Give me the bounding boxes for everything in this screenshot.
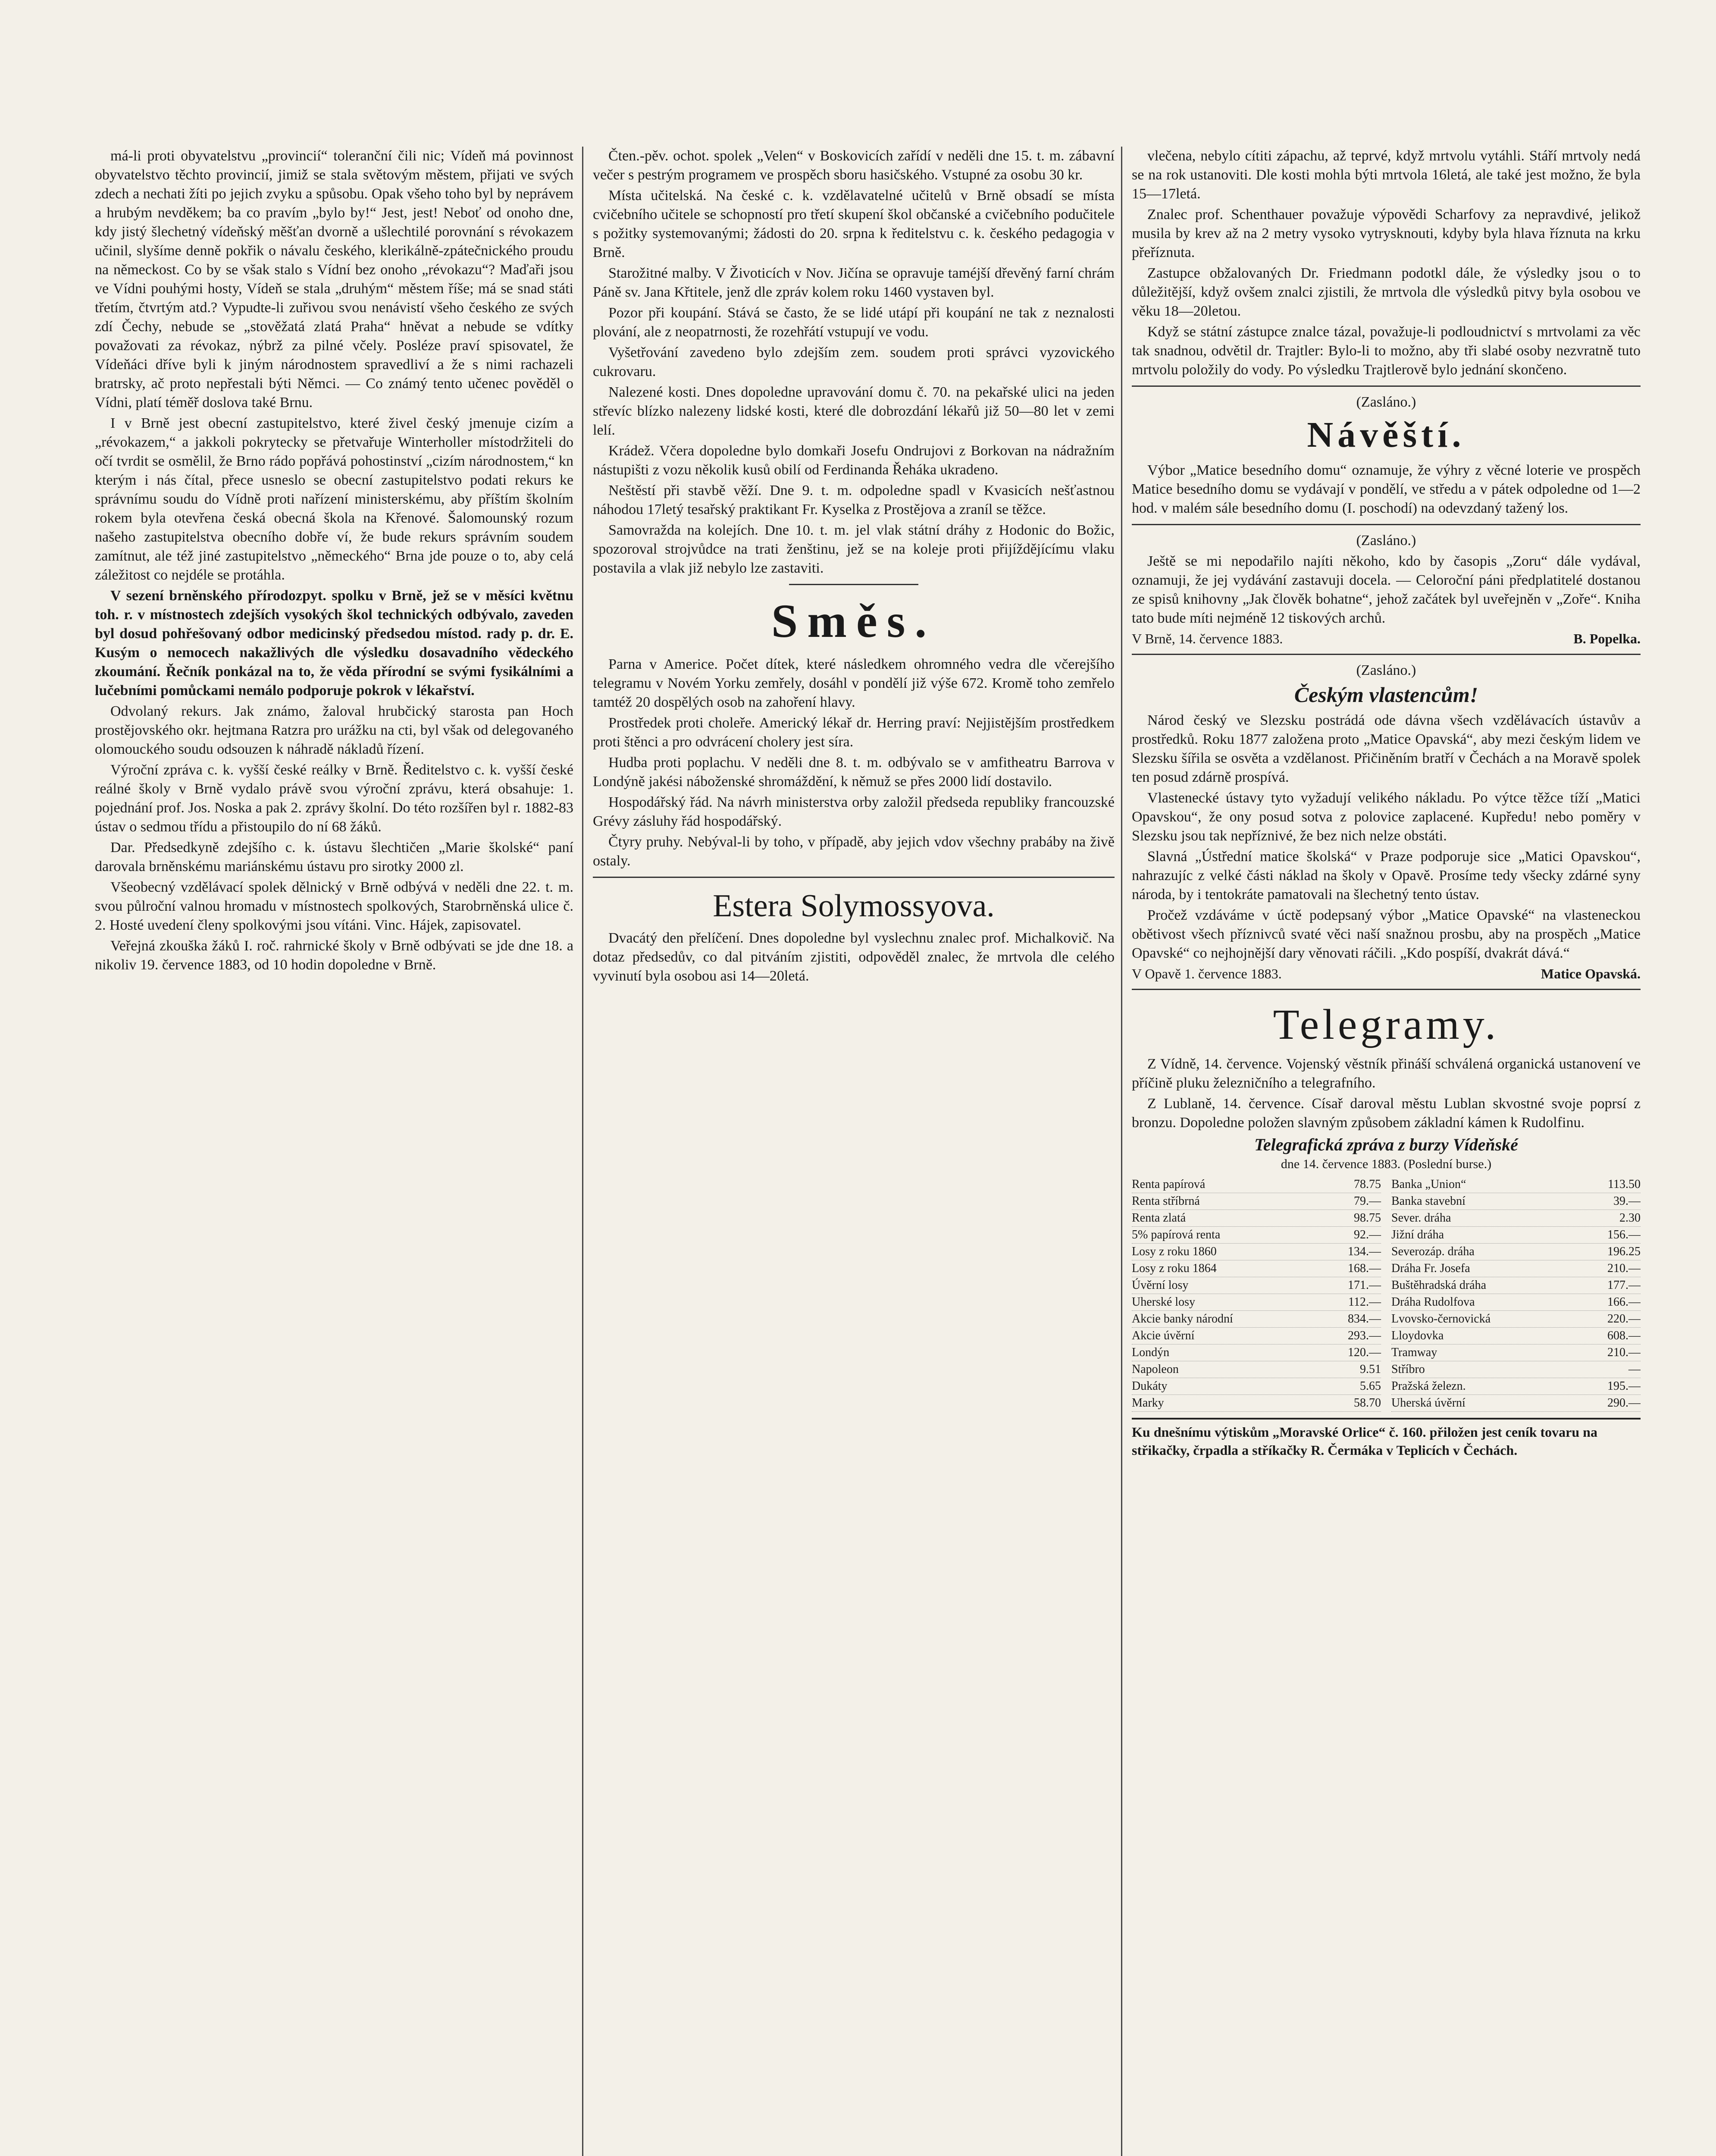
bourse-table-left (1132, 1176, 1381, 1412)
section-divider (789, 584, 918, 585)
bourse-value: 220.— (1607, 1312, 1641, 1326)
bourse-row (1132, 1361, 1381, 1378)
smes-heading: Směs. (771, 595, 936, 647)
bourse-table-right (1391, 1176, 1641, 1412)
place-date: V Opavě 1. července 1883. (1132, 966, 1282, 981)
bourse-item: Napoleon (1132, 1363, 1179, 1376)
bourse-row (1132, 1378, 1381, 1395)
bourse-item: Losy z roku 1864 (1132, 1262, 1217, 1275)
bourse-item: Akcie úvěrní (1132, 1329, 1195, 1342)
bourse-row (1132, 1344, 1381, 1361)
bourse-item: Londýn (1132, 1346, 1170, 1359)
bourse-value: 195.— (1607, 1379, 1641, 1393)
bourse-row (1132, 1193, 1381, 1210)
bourse-heading: Telegrafická zpráva z burzy Vídeňské (1254, 1135, 1518, 1154)
bourse-item: Severozáp. dráha (1391, 1245, 1475, 1258)
article-paragraph: Vyšetřování zavedeno bylo zdejším zem. soudem proti správci vyzovického cukrovaru. (593, 345, 1115, 379)
bourse-value: 78.75 (1354, 1178, 1381, 1191)
article-paragraph: Hudba proti poplachu. V neděli dne 8. t. m. odbývalo se v amfitheatru Barrova v Londýně jakési náboženské shromáždění, k němuž se přes 2000 lidí dostavilo. (593, 755, 1115, 790)
notice-paragraph: Národ český ve Slezsku postrádá ode dávna všech vzdělávacích ústavův a prostředků. Roku 1877 založena proto „Matice Opavská“, aby mezi českým lidem ve Slezsku šířila se osvěta a vzdělanost. Přičiněním bratří v Čechách a na Moravě spolek ten posud zdárně prospívá. (1132, 712, 1641, 785)
bourse-row (1391, 1260, 1641, 1277)
bourse-item: Dukáty (1132, 1379, 1168, 1393)
article-paragraph: Dvacátý den přelíčení. Dnes dopoledne byl vyslechnu znalec prof. Michalkovič. Na dotaz předsedův, co dal pitváním zjistiti, odpověděl znalec, že mrtvola dle celého vyvinutí byla osobou asi 14—20letá. (593, 930, 1115, 984)
article-paragraph: Prostředek proti choleře. Americký lékař dr. Herring praví: Nejjistějším prostředkem proti štěnci a pro odvrácení cholery jest síra. (593, 715, 1115, 750)
bourse-value: — (1628, 1363, 1641, 1376)
notice-paragraph: Vlastenecké ústavy tyto vyžadují velikého nákladu. Po výtce těžce tíží „Matici Opavskou“, že ony posud sotva z polovice zaplacené. Kupředu! nebo poměry v Slezsku jsou tak nepříznivé, že bez nich nelze obstáti. (1132, 790, 1641, 844)
bourse-value: 166.— (1607, 1295, 1641, 1309)
bourse-item: Dráha Fr. Josefa (1391, 1262, 1470, 1275)
bourse-value: 290.— (1607, 1396, 1641, 1410)
notice-paragraph: Ještě se mi nepodařilo najíti někoho, kdo by časopis „Zoru“ dále vydával, oznamuji, že jej vydávání zastavuji docela. — Celoroční páni předplatitelé dostanou ze spisů knihovny „Jak člověk bohatne“, jehož začátek byl uveřejněn v „Zoře“. Kniha tato bude míti nejméně 12 tiskových archů. (1132, 553, 1641, 626)
zaslano-label: (Zasláno.) (1356, 533, 1416, 548)
bourse-row (1391, 1395, 1641, 1412)
bourse-item: Uherské losy (1132, 1295, 1195, 1309)
place-date: V Brně, 14. července 1883. (1132, 631, 1283, 646)
bottom-note: Ku dnešnímu výtiskům „Moravské Orlice“ č. 160. přiložen jest ceník tovaru na střikačky, črpadla a stříkačky R. Čermáka v Teplicích v Čechách. (1132, 1418, 1641, 1459)
bourse-row (1132, 1294, 1381, 1311)
bourse-value: 120.— (1348, 1346, 1381, 1359)
bourse-value: 210.— (1607, 1262, 1641, 1275)
bourse-row (1132, 1395, 1381, 1412)
article-paragraph: Veřejná zkouška žáků I. roč. rahrnické školy v Brně odbývati se jde dne 18. a nikoliv 19. července 1883, od 10 hodin dopoledne v Brně. (95, 938, 573, 973)
bourse-item: Pražská železn. (1391, 1379, 1466, 1393)
article-paragraph: Čtyry pruhy. Nebýval-li by toho, v případě, aby jejich vdov všechny prabáby na živě ostaly. (593, 834, 1115, 869)
bourse-row (1391, 1277, 1641, 1294)
signature-line (1132, 965, 1641, 983)
bourse-value: 834.— (1348, 1312, 1381, 1326)
bourse-item: Banka stavební (1391, 1194, 1465, 1208)
bourse-value: 39.— (1613, 1194, 1641, 1208)
notice-paragraph: Pročež vzdáváme v úctě podepsaný výbor „Matice Opavské“ na vlasteneckou obětivost všech příznivců svaté věci naší snažnou prosbu, aby na prospěch „Matice Opavské“ co nejhojnější dary věnovati ráčili. „Kdo pospíší, dvakrát dává.“ (1132, 907, 1641, 961)
zaslano-label: (Zasláno.) (1356, 394, 1416, 410)
bourse-row (1391, 1344, 1641, 1361)
bourse-row (1391, 1328, 1641, 1344)
bourse-value: 134.— (1348, 1245, 1381, 1258)
article-paragraph: Znalec prof. Schenthauer považuje výpovědi Scharfovy za nepravdivé, jelikož musila by krev až na 2 metry vysoko vytrysknouti, kdyby byla hlava říznuta na krku přeříznuta. (1132, 207, 1641, 260)
article-paragraph: Čten.-pěv. ochot. spolek „Velen“ v Boskovicích zařídí v neděli dne 15. t. m. zábavní večer s pestrým programem ve prospěch sboru hasičského. Vstupné za osobu 30 kr. (593, 148, 1115, 183)
notice-paragraph: Výbor „Matice besedního domu“ oznamuje, že výhry z věcné loterie ve prospěch Matice besedního domu se vydávají v pondělí, ve středu a v pátek odpoledne od 1—2 hod. v malém sále besedního domu (I. poschodí) na odevzdaný tažený los. (1132, 462, 1641, 516)
article-paragraph: Výroční zpráva c. k. vyšší české reálky v Brně. Ředitelstvo c. k. vyšší české reálné školy v Brně vydalo právě svou výroční zprávu, která obsahuje: 1. pojednání prof. Jos. Noska a pak 2. zprávy školní. Do této rozšířen byl r. 1882-83 ústav o sedmou třídu a přistoupilo do ní 68 žáků. (95, 762, 573, 835)
bourse-row (1391, 1210, 1641, 1227)
bourse-value: 112.— (1348, 1295, 1381, 1309)
bourse-item: Renta stříbrná (1132, 1194, 1200, 1208)
bourse-item: Uherská úvěrní (1391, 1396, 1465, 1410)
bourse-item: Akcie banky národní (1132, 1312, 1233, 1326)
telegram-paragraph: Z Vídně, 14. července. Vojenský věstník přináší schválená organická ustanovení ve příčině pluku železničního a telegrafního. (1132, 1056, 1641, 1091)
bourse-row (1391, 1311, 1641, 1328)
article-paragraph: Starožitné malby. V Životicích v Nov. Jičína se opravuje taméjší dřevěný farní chrám Páně sv. Jana Křtitele, jenž dle zpráv kolem roku 1460 vystaven byl. (593, 265, 1115, 300)
bourse-row (1132, 1277, 1381, 1294)
estera-heading: Estera Solymossyova. (713, 888, 995, 924)
bourse-row (1132, 1227, 1381, 1244)
bourse-value: 98.75 (1354, 1211, 1381, 1225)
bourse-item: Renta papírová (1132, 1178, 1206, 1191)
bourse-value: 156.— (1607, 1228, 1641, 1241)
bourse-item: Marky (1132, 1396, 1164, 1410)
article-paragraph: Dar. Předsedkyně zdejšího c. k. ústavu šlechtičen „Marie školské“ paní darovala brněnskému mariánskému ústavu pro sirotky 2000 zl. (95, 840, 573, 874)
bourse-row (1132, 1328, 1381, 1344)
article-paragraph: má-li proti obyvatelstvu „provincií“ toleranční čili nic; Vídeň má povinnost obyvatelstvo těchto provincií, jimiž se stala světovým městem, přijati ve svých zdech a nechati žíti po jejich zvyku a spůsobu. Opak všeho toho byl by neprávem a hrubým nevděkem; ba co pravím „bylo by!“ Jest, jest! Neboť od onoho dne, kdy jistý šlechetný vídeňský měšťan dvorně a ušlechtilé porovnání s révokazem učinil, slyšíme denně pokřik o návalu českého, klerikálně-zpátečnického proudu na německost. Co by se však stalo s Vídní bez onoho „révokazu“? Maďaři jsou ve Vídni pouhými hosty, Vídeň se stala „druhým“ městem říše; má se snad státi třetím, čtvrtým atd.? Vypudte-li zuřivou svou nenávistí všeho českého ze svých zdí Čechy, nebude se „stověžatá zlatá Praha“ hněvat a nebude se vdítky považovati za révokaz, nýbrž za pilné včely. Posléze praví spisovatel, že Vídeňáci dříve byli k jiným národnostem spravedliví a že s nimi rachazeli bratrsky, ač proto nepřestali býti Němci. — Co známý tento učenec pověděl o Vídni, platí téměř doslova také Brnu. (95, 148, 573, 411)
bourse-value: 9.51 (1360, 1363, 1381, 1376)
section-divider (1132, 654, 1641, 655)
article-paragraph: Pozor při koupání. Stává se často, že se lidé utápí při koupání ne tak z neznalosti plování, ale z neopatrnosti, že rozehřátí vstupují ve vodu. (593, 305, 1115, 340)
bourse-item: Dráha Rudolfova (1391, 1295, 1475, 1309)
zaslano-label: (Zasláno.) (1356, 662, 1416, 678)
bourse-subheading: dne 14. července 1883. (Poslední burse.) (1281, 1157, 1492, 1171)
bourse-item: Buštěhradská dráha (1391, 1279, 1487, 1292)
bourse-row (1132, 1176, 1381, 1193)
article-paragraph: Odvolaný rekurs. Jak známo, žaloval hrubčický starosta pan Hoch prostějovského okr. hejtmana Ratzra pro urážku na cti, byl však od delegovaného olomouckého soudu odsouzen k náhradě nákladů řízení. (95, 703, 573, 757)
bourse-row (1391, 1227, 1641, 1244)
bourse-row (1132, 1244, 1381, 1260)
bourse-item: Úvěrní losy (1132, 1279, 1189, 1292)
article-paragraph: Hospodářský řád. Na návrh ministerstva orby založil předseda republiky francouzské Grévy zásluhy řád hospodářský. (593, 794, 1115, 829)
signature: Matice Opavská. (1541, 966, 1641, 981)
article-paragraph: Nalezené kosti. Dnes dopoledne upravování domu č. 70. na pekařské ulici na jeden střevíc blízko nalezeny lidské kosti, které dle dobrozdání lékařů již 50—80 let v zemi lelí. (593, 384, 1115, 438)
bourse-value: 196.25 (1607, 1245, 1641, 1258)
article-paragraph: Zastupce obžalovaných Dr. Friedmann podotkl dále, že výsledky jsou o to důležitější, když ovšem znalci zjistili, že mrtvola dle výsledků pitvy byla osobou ve věku 18—20letou. (1132, 265, 1641, 319)
bourse-item: Losy z roku 1860 (1132, 1245, 1217, 1258)
section-divider (1132, 989, 1641, 990)
telegram-paragraph: Z Lublaně, 14. července. Císař daroval městu Lublan skvostné svoje poprsí z bronzu. Dopoledne položen slavným způsobem základní kámen k Rudolfinu. (1132, 1096, 1641, 1131)
bourse-row (1391, 1193, 1641, 1210)
bourse-item: Jižní dráha (1391, 1228, 1444, 1241)
article-paragraph: V sezení brněnského přírodozpyt. spolku v Brně, jež se v měsíci květnu toh. r. v místnostech zdejších vysokých škol technických odbývalo, zaveden byl dosud pohřešovaný odbor medicinský předsedou místod. rady p. dr. E. Kusým o nemocech nakažlivých dle výsledku dosavadního vědeckého zkoumání. Řečník ponkázal na to, že věda přírodní se svými fysikálními a lučebními pomůckami nemálo podporuje pokrok v lékařství. (95, 588, 573, 699)
bourse-item: Lvovsko-černovická (1391, 1312, 1491, 1326)
bourse-value: 92.— (1354, 1228, 1381, 1241)
bourse-table (1132, 1176, 1641, 1412)
article-paragraph: I v Brně jest obecní zastupitelstvo, které živel český jmenuje cizím a „révokazem,“ a jakkoli pokrytecky se přetvařuje Winterholler místodržiteli do očí tvrdit se osmělil, že Brno rádo popřává pohostinství „cizím národnostem,“ kn kterým i nás čítal, přece usneslo se obecní zastupitelstvo podati rekurs ke správnímu soudu do Vídně proti nařízení ministerskému, aby příštím školním rokem byla otevřena česká obecná škola na Křenové. Šalomounský rozum našeho zastupitelstva obecního dobře ví, že bude rekurs správním soudem zamítnut, ale též jiné zastupitelstvo „německého“ Brna jde pouze o to, aby celá záležitost co nejdéle se protáhla. (95, 415, 573, 583)
bourse-value: 210.— (1607, 1346, 1641, 1359)
article-paragraph: vlečena, nebylo cítiti zápachu, až teprvé, když mrtvolu vytáhli. Stáří mrtvoly nedá se na rok ustanoviti. Dle kosti mohla býti mrtvola 16letá, ale také jest možno, že byla 15—17letá. (1132, 148, 1641, 202)
bourse-item: Lloydovka (1391, 1329, 1444, 1342)
column-right (1132, 147, 1641, 2156)
bourse-value: 113.50 (1608, 1178, 1641, 1191)
bourse-row (1132, 1210, 1381, 1227)
article-paragraph: Neštěstí při stavbě věží. Dne 9. t. m. odpoledne spadl v Kvasicích nešťastnou náhodou 17letý tesařský praktikant Fr. Kyselka z Prostějova a zraníl se těžce. (593, 483, 1115, 517)
article-paragraph: Krádež. Včera dopoledne bylo domkaři Josefu Ondrujovi z Borkovan na nádražním nástupišti z vozu několik kusů obilí od Ferdinanda Řeháka ukradeno. (593, 443, 1115, 478)
navesti-heading: Návěští. (1307, 415, 1465, 455)
signature: B. Popelka. (1573, 631, 1641, 646)
bourse-value: 293.— (1348, 1329, 1381, 1342)
bourse-item: Banka „Union“ (1391, 1178, 1466, 1191)
column-middle (593, 147, 1115, 2156)
bourse-value: 171.— (1348, 1279, 1381, 1292)
bourse-item: Renta zlatá (1132, 1211, 1186, 1225)
bourse-item: Tramway (1391, 1346, 1437, 1359)
column-divider (1121, 147, 1122, 2156)
bourse-value: 2.30 (1619, 1211, 1641, 1225)
column-divider (582, 147, 583, 2156)
article-paragraph: Všeobecný vzdělávací spolek dělnický v Brně odbývá v neděli dne 22. t. m. svou půlroční valnou hromadu v místnostech spolkových, Starobrněnská ulice č. 2. Hosté uvedení členy spolkovými jsou vítáni. Vinc. Hájek, zapisovatel. (95, 879, 573, 933)
bourse-row (1132, 1311, 1381, 1328)
section-divider (1132, 385, 1641, 387)
bourse-row (1391, 1176, 1641, 1193)
article-paragraph: Místa učitelská. Na české c. k. vzdělavatelné učitelů v Brně obsadí se místa cvičebního učitele se schopností pro třetí skupení škol občanské a cvičebního podučitele s požitky systemovanými; žádosti do 20. srpna k ředitelstvu c. k. českého pedagogia v Brně. (593, 188, 1115, 260)
notice-paragraph: Slavná „Ústřední matice školská“ v Praze podporuje sice „Matici Opavskou“, nahrazujíc z velké části náklad na školy v Opavě. Prosíme tedy všecky zdárné syny národa, by i tentokráte pamatovali na šlechetný tento ústav. (1132, 849, 1641, 903)
column-left (95, 147, 573, 2156)
article-paragraph: Parna v Americe. Počet dítek, které následkem ohromného vedra dle včerejšího telegramu v Novém Yorku zemřely, dosáhl v pondělí již výše 672. Kromě toho zemřelo tamtéž 20 dospělých osob na zahoření hlavy. (593, 656, 1115, 710)
bourse-value: 177.— (1607, 1279, 1641, 1292)
bourse-value: 168.— (1348, 1262, 1381, 1275)
bourse-item: Sever. dráha (1391, 1211, 1451, 1225)
bourse-row (1391, 1244, 1641, 1260)
bourse-row (1391, 1361, 1641, 1378)
section-divider (1132, 524, 1641, 525)
bourse-value: 79.— (1354, 1194, 1381, 1208)
bourse-value: 58.70 (1354, 1396, 1381, 1410)
signature-line (1132, 630, 1641, 648)
bourse-value: 5.65 (1360, 1379, 1381, 1393)
bourse-row (1391, 1378, 1641, 1395)
bourse-row (1132, 1260, 1381, 1277)
bourse-row (1391, 1294, 1641, 1311)
article-paragraph: Samovražda na kolejích. Dne 10. t. m. jel vlak státní dráhy z Hodonic do Božic, spozoroval strojvůdce na trati ženštinu, jež se na koleje proti přijíždějícímu vlaku postavila a vlak již nebylo lze zastaviti. (593, 522, 1115, 576)
bourse-item: Stříbro (1391, 1363, 1425, 1376)
telegramy-heading: Telegramy. (1273, 1000, 1500, 1048)
article-paragraph: Když se státní zástupce znalce tázal, považuje-li podloudnictví s mrtvolami za věc tak snadnou, odvětil dr. Trajtler: Bylo-li to možno, aby tři slabé osoby nezvratně tuto mrtvolu položily do vody. Po výsledku Trajtlerově bylo jednání skončeno. (1132, 324, 1641, 378)
bourse-item: 5% papírová renta (1132, 1228, 1221, 1241)
bourse-value: 608.— (1607, 1329, 1641, 1342)
cesky-heading: Českým vlastencům! (1294, 683, 1478, 707)
section-divider (593, 877, 1115, 878)
